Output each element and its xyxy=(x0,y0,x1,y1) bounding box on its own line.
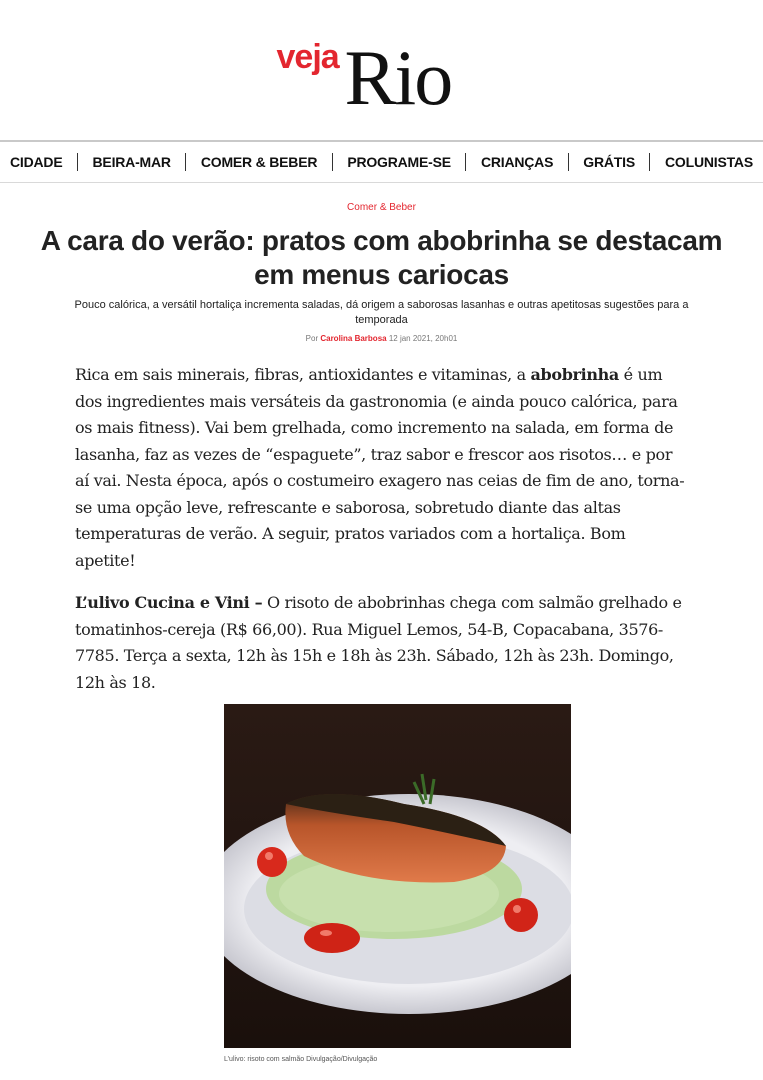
byline-prefix: Por xyxy=(305,334,319,343)
nav-item-programe-se[interactable]: PROGRAME-SE xyxy=(347,154,451,170)
restaurant-name: L’ulivo Cucina e Vini – xyxy=(75,593,263,612)
article-paragraph-restaurant xyxy=(75,590,687,696)
article-paragraph-intro xyxy=(75,362,687,574)
nav-item-cidade[interactable]: CIDADE xyxy=(10,154,63,170)
article-subtitle: Pouco calórica, a versátil hortaliça incrementa saladas, dá origem a saborosas lasanhas e outras apetitosas sugestões para a temporada xyxy=(74,299,689,326)
site-logo[interactable] xyxy=(0,34,763,122)
logo-veja-text: veja xyxy=(276,38,339,76)
photo-caption: L’ulivo: risoto com salmão Divulgação/Divulgação xyxy=(224,1056,378,1063)
nav-item-comer-beber[interactable]: COMER & BEBER xyxy=(200,154,318,170)
paragraph-text: é um dos ingredientes mais versáteis da gastronomia (e ainda pouco calórica, para os mais fitness). Vai bem grelhada, como incremento na salada, em forma de lasanha, faz as vezes de “espaguete”, traz sabor e frescor aos risotos… e por aí vai. Nesta época, após o costumeiro exagero nas ceias de fim de ano, torna-se uma opção leve, refrescante e saborosa, sobretudo diante das altas temperaturas de verão. A seguir, pratos variados com a hortaliça. Bom apetite! xyxy=(75,365,685,570)
nav-divider xyxy=(465,153,466,171)
byline-author-link[interactable]: Carolina Barbosa xyxy=(320,334,387,343)
article-byline xyxy=(0,334,763,343)
nav-item-gratis[interactable]: GRÁTIS xyxy=(583,154,635,170)
nav-divider xyxy=(332,153,333,171)
paragraph-text: O risoto de abobrinhas chega com salmão grelhado e tomatinhos-cereja (R$ 66,00). Rua Miguel Lemos, 54-B, Copacabana, 3576-7785. Terça a sexta, 12h às 15h e 18h às 23h. Sábado, 12h às 23h. Domingo, 12h às 18. xyxy=(75,593,682,692)
nav-divider xyxy=(649,153,650,171)
byline-date: 12 jan 2021, 20h01 xyxy=(388,334,458,343)
nav-item-beira-mar[interactable]: BEIRA-MAR xyxy=(92,154,171,170)
article-photo xyxy=(224,704,571,1048)
nav-divider xyxy=(185,153,186,171)
article-headline: A cara do verão: pratos com abobrinha se destacam em menus cariocas xyxy=(40,225,723,290)
nav-divider xyxy=(77,153,78,171)
logo-rio-text: Rio xyxy=(344,34,452,121)
nav-item-criancas[interactable]: CRIANÇAS xyxy=(480,154,554,170)
nav-divider xyxy=(568,153,569,171)
article-category-link[interactable]: Comer & Beber xyxy=(347,202,416,213)
paragraph-text: Rica em sais minerais, fibras, antioxidantes e vitaminas, a xyxy=(75,365,531,384)
nav-item-colunistas[interactable]: COLUNISTAS xyxy=(665,154,753,170)
paragraph-bold-text: abobrinha xyxy=(530,365,619,384)
main-nav xyxy=(0,140,763,183)
